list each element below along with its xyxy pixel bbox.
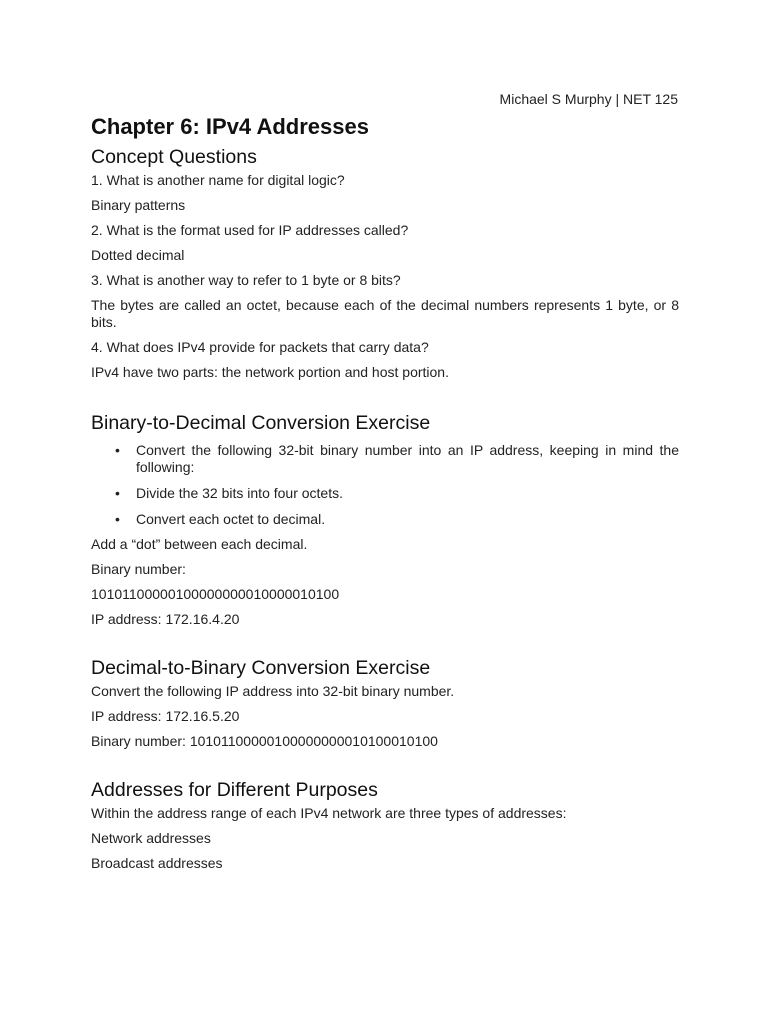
binary-to-decimal-heading: Binary-to-Decimal Conversion Exercise: [91, 412, 431, 434]
author-course-header: Michael S Murphy | NET 125: [499, 91, 678, 107]
address-type-item: Broadcast addresses: [91, 855, 223, 871]
d2b-ip-address: IP address: 172.16.5.20: [91, 708, 240, 724]
question-1: 1. What is another name for digital logic?: [91, 172, 345, 188]
binary-number-value: 10101100000100000000010000010100: [91, 586, 340, 602]
decimal-to-binary-heading: Decimal-to-Binary Conversion Exercise: [91, 657, 431, 679]
answer-4: IPv4 have two parts: the network portion and host portion.: [91, 364, 449, 380]
addresses-purposes-heading: Addresses for Different Purposes: [91, 779, 378, 801]
question-4: 4. What does IPv4 provide for packets that carry data?: [91, 339, 429, 355]
answer-2: Dotted decimal: [91, 247, 185, 263]
b2d-bullet-item: • Convert the following 32-bit binary number into an IP address, keeping in mind the following:: [115, 442, 679, 475]
add-dot-text: Add a “dot” between each decimal.: [91, 536, 308, 552]
address-type-item: Network addresses: [91, 830, 211, 846]
bullet-icon: •: [115, 485, 120, 501]
chapter-title: Chapter 6: IPv4 Addresses: [91, 114, 369, 139]
binary-number-label: Binary number:: [91, 561, 186, 577]
bullet-icon: •: [115, 511, 120, 527]
b2d-bullet-item: • Divide the 32 bits into four octets.: [115, 485, 343, 501]
question-2: 2. What is the format used for IP addresses called?: [91, 222, 409, 238]
d2b-binary-number: Binary number: 10101100000100000000010100010100: [91, 733, 438, 749]
bullet-icon: •: [115, 442, 120, 458]
b2d-ip-address: IP address: 172.16.4.20: [91, 611, 240, 627]
document-body: [91, 112, 679, 872]
concept-questions-heading: Concept Questions: [91, 146, 257, 168]
answer-1: Binary patterns: [91, 197, 186, 213]
answer-3: The bytes are called an octet, because each of the decimal numbers represents 1 byte, or 8 bits.: [91, 297, 679, 330]
b2d-bullet-item: • Convert each octet to decimal.: [115, 511, 326, 527]
question-3: 3. What is another way to refer to 1 byte or 8 bits?: [91, 272, 401, 288]
d2b-instruction: Convert the following IP address into 32-bit binary number.: [91, 683, 455, 699]
b2d-bullet-list: [91, 442, 679, 528]
purposes-intro: Within the address range of each IPv4 network are three types of addresses:: [91, 805, 567, 821]
